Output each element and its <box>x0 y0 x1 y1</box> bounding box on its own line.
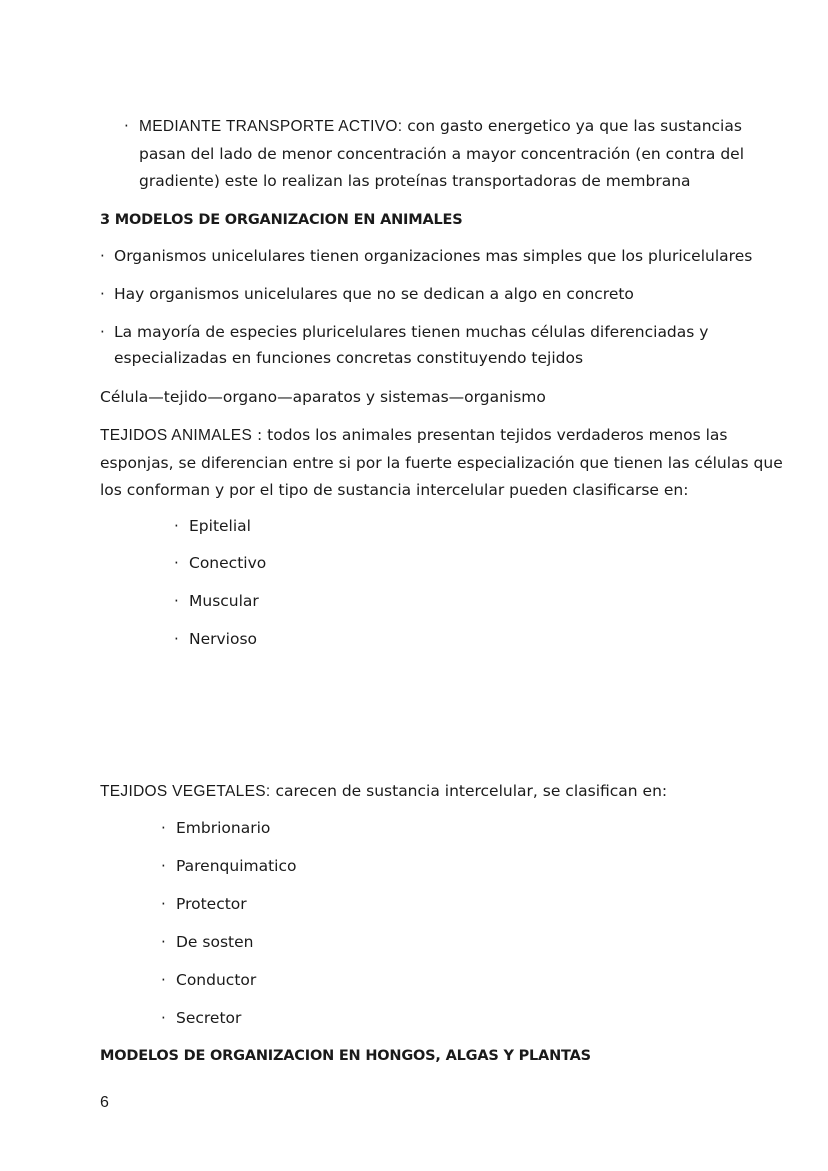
section-heading-fungi-algae-plants: MODELOS DE ORGANIZACION EN HONGOS, ALGAS Y PLANTAS <box>100 1048 591 1064</box>
animal-tissue-item: Epitelial <box>189 517 251 535</box>
animal-tissues-line-3: los conforman y por el tipo de sustancia intercelular pueden clasificarse en: <box>100 481 689 499</box>
bullet-dot: · <box>100 247 105 265</box>
section-heading-animals: 3 MODELOS DE ORGANIZACION EN ANIMALES <box>100 212 463 228</box>
bullet-dot: · <box>161 1009 166 1027</box>
bullet-dot: · <box>174 630 179 648</box>
animal-bullet-1: Organismos unicelulares tienen organizaciones mas simples que los pluricelulares <box>114 247 753 265</box>
page-number: 6 <box>100 1094 109 1111</box>
bullet-dot: · <box>161 819 166 837</box>
animal-tissue-item: Muscular <box>189 592 259 610</box>
bullet-dot: · <box>100 285 105 303</box>
animal-bullet-3-cont: especializadas en funciones concretas constituyendo tejidos <box>114 349 584 367</box>
plant-tissues-label: TEJIDOS VEGETALES: <box>100 783 271 800</box>
plant-tissue-item: Conductor <box>176 971 257 989</box>
animal-tissues-text-1: : todos los animales presentan tejidos verdaderos menos las <box>257 426 728 444</box>
bullet-dot: · <box>161 933 166 951</box>
bullet-dot: · <box>124 117 129 135</box>
animal-tissues-line-1 <box>100 425 728 446</box>
transport-label: MEDIANTE TRANSPORTE ACTIVO: <box>139 118 403 135</box>
bullet-dot: · <box>161 857 166 875</box>
animal-bullet-3: La mayoría de especies pluricelulares tienen muchas células diferenciadas y <box>114 323 709 341</box>
bullet-dot: · <box>100 323 105 341</box>
animal-tissues-line-2: esponjas, se diferencian entre si por la fuerte especialización que tienen las células que <box>100 454 783 472</box>
plant-tissue-item: Secretor <box>176 1009 242 1027</box>
transport-line-2: pasan del lado de menor concentración a mayor concentración (en contra del <box>139 145 745 163</box>
plant-tissues-line <box>100 781 667 802</box>
bullet-dot: · <box>174 592 179 610</box>
animal-tissues-label: TEJIDOS ANIMALES <box>100 427 253 444</box>
bullet-dot: · <box>174 554 179 572</box>
plant-tissue-item: Parenquimatico <box>176 857 297 875</box>
animal-tissue-item: Conectivo <box>189 554 267 572</box>
transport-line-1 <box>139 116 742 137</box>
transport-text-1: con gasto energetico ya que las sustancias <box>407 117 742 135</box>
transport-line-3: gradiente) este lo realizan las proteínas transportadoras de membrana <box>139 172 691 190</box>
bullet-dot: · <box>161 971 166 989</box>
bullet-dot: · <box>161 895 166 913</box>
plant-tissue-item: Protector <box>176 895 247 913</box>
plant-tissue-item: De sosten <box>176 933 254 951</box>
bullet-dot: · <box>174 517 179 535</box>
plant-tissue-item: Embrionario <box>176 819 271 837</box>
animal-tissue-item: Nervioso <box>189 630 258 648</box>
organization-hierarchy: Célula—tejido—organo—aparatos y sistemas—organismo <box>100 388 546 406</box>
plant-tissues-text: carecen de sustancia intercelular, se clasifican en: <box>275 782 668 800</box>
animal-bullet-2: Hay organismos unicelulares que no se dedican a algo en concreto <box>114 285 634 303</box>
